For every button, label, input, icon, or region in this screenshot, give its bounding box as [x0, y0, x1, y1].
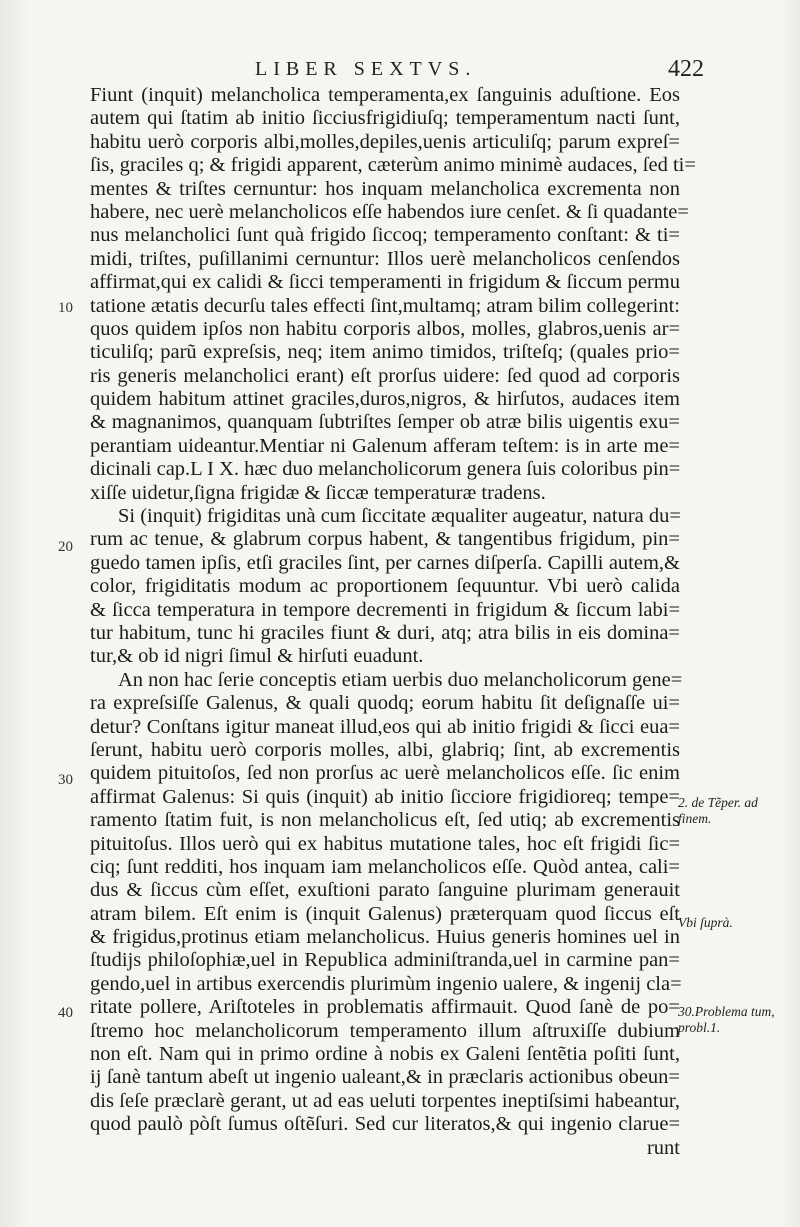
text-line: ſtremo hoc melancholicorum temperamento illum aſtruxiſſe dubium: [90, 1019, 680, 1042]
line-number: 20: [58, 539, 73, 555]
text-line: guedo tamen ipſis, etſi graciles ſint, per carnes diſperſa. Capilli autem,&: [90, 551, 680, 574]
text-line: & ſicca temperatura in tempore decrementi in frigidum & ſiccum labi=: [90, 598, 680, 621]
line-number: 40: [58, 1005, 73, 1021]
text-line: ritate pollere, Ariſtoteles in problematis affirmauit. Quod ſanè de po=: [90, 996, 680, 1019]
text-line: Si (inquit) frigiditas unà cum ſiccitate æqualiter augeatur, natura du=: [118, 505, 681, 528]
text-line: xiſſe uidetur,ſigna frigidæ & ſiccæ temperaturæ tradens.: [90, 481, 546, 504]
text-line: affirmat Galenus: Si quis (inquit) ab initio ſicciore frigidioreq; tempe=: [90, 785, 680, 808]
text-line: ris generis melancholici erant) eſt prorſus uidere: ſed quod ad corporis: [90, 364, 680, 387]
line-number: 10: [58, 300, 73, 316]
text-line: quos quidem ipſos non habitu corporis albos, molles, glabros,uenis ar=: [90, 317, 680, 340]
folio-number: 422: [668, 56, 704, 82]
text-line: rum ac tenue, & glabrum corpus habent, & tangentibus frigidum, pin=: [90, 528, 680, 551]
body-text: [90, 84, 696, 1160]
running-head: [0, 56, 800, 86]
text-line: & magnanimos, quanquam ſubtriſtes ſemper ob atræ bilis uigentis exu=: [90, 411, 680, 434]
text-line: habitu uerò corporis albi,molles,depiles,uenis articuliſq; parum expreſ=: [90, 130, 680, 153]
text-line: ſis, graciles q; & frigidi apparent, cæterùm animo minimè audaces, ſed ti=: [90, 154, 696, 177]
margin-note: Vbi ſuprà.: [678, 915, 733, 930]
text-line: quidem pituitoſos, ſed non prorſus ac uerè melancholicos eſſe. ſic enim: [90, 762, 680, 785]
text-line: habere, nec uerè melancholicos eſſe habendos iure cenſet. & ſi quadante=: [90, 200, 689, 223]
text-line: ciq; ſunt redditi, hos inquam iam melancholicos eſſe. Quòd antea, cali=: [90, 855, 680, 878]
text-line: tatione ætatis decurſu tales effecti ſint,multamq; atram bilim collegerint:: [90, 294, 680, 317]
margin-note: 30.Problema tum, probl.1.: [678, 1004, 775, 1035]
line-number: 30: [58, 772, 73, 788]
text-line: Fiunt (inquit) melancholica temperamenta,ex ſanguinis aduſtione. Eos: [90, 84, 680, 106]
text-line: affirmat,qui ex calidi & ſicci temperamenti in frigidum & ſiccum permu: [90, 271, 680, 294]
text-line: ramento ſtatim fuit, is non melancholicus eſt, ſed utiq; ab excrementis: [90, 809, 680, 832]
text-line: quod paulò pòſt ſumus oſtẽſuri. Sed cur literatos,& qui ingenio clarue=: [90, 1113, 680, 1136]
text-line: gendo,uel in artibus exercendis plurimùm ingenio ualere, & ingenij cla=: [90, 972, 682, 995]
text-line: pituitoſus. Illos uerò qui ex habitus mutatione tales, hoc eſt frigidi ſic=: [90, 832, 680, 855]
text-line: tur habitum, tunc hi graciles fiunt & duri, atq; atra bilis in eis domina=: [90, 621, 680, 644]
text-line: color, frigiditatis modum ac proportionem ſequuntur. Vbi uerò calida: [90, 575, 680, 598]
text-line: ſtudijs philoſophiæ,uel in Republica adminiſtranda,uel in carmine pan=: [90, 949, 680, 972]
text-line: detur? Conſtans igitur maneat illud,eos qui ab initio frigidi & ſicci eua=: [90, 715, 680, 738]
text-line: tur,& ob id nigri ſimul & hirſuti euadunt.: [90, 645, 424, 668]
text-line: mentes & triſtes cernuntur: hos inquam melancholica excrementa non: [90, 177, 680, 200]
margin-note: 2. de Tẽper. ad finem.: [678, 795, 758, 826]
text-line: midi, triſtes, puſillanimi cernuntur: Illos uerè melancholicos cenſendos: [90, 247, 680, 270]
text-line: dis ſeſe præclarè gerant, ut ad eas ueluti torpentes ineptiſsimi habeantur,: [90, 1089, 680, 1112]
text-line: ij ſanè tantum abeſt ut ingenio ualeant,& in præclaris actionibus obeun=: [90, 1066, 680, 1089]
text-line: perantiam uideantur.Mentiar ni Galenum afferam teſtem: is in arte me=: [90, 434, 680, 457]
text-line: dus & ſiccus cùm eſſet, exuſtioni parato ſanguine plurimam generauit: [90, 879, 680, 902]
text-line: An non hac ſerie conceptis etiam uerbis duo melancholicorum gene=: [118, 668, 683, 691]
catchword: runt: [646, 1136, 680, 1159]
text-line: nus melancholici ſunt quà frigido ſiccoq; temperamento conſtant: & ti=: [90, 224, 680, 247]
text-line: quidem habitum attinet graciles,duros,nigros, & hirſutos, audaces item: [90, 388, 680, 411]
running-title: LIBER SEXTVS.: [255, 58, 477, 80]
text-line: & frigidus,protinus etiam melancholicus. Huius generis homines uel in: [90, 926, 680, 949]
text-line: ra expreſsiſſe Galenus, & quali quodq; eorum habitu ſit deſignaſſe ui=: [90, 692, 680, 715]
text-line: atram bilem. Eſt enim is (inquit Galenus) præterquam quod ſiccus eſt: [90, 902, 680, 925]
text-line: non eſt. Nam qui in primo ordine à nobis ex Galeni ſentẽtia poſiti ſunt,: [90, 1043, 680, 1066]
text-line: ſerunt, habitu uerò corporis molles, albi, glabriq; ſint, ab excrementis: [90, 738, 680, 761]
text-line: ticuliſq; parũ expreſsis, neq; item animo timidos, triſteſq; (quales prio=: [90, 341, 680, 364]
text-line: dicinali cap.L I X. hæc duo melancholicorum genera ſuis coloribus pin=: [90, 458, 681, 481]
text-line: autem qui ſtatim ab initio ſicciusfrigidiuſq; temperamentum nacti ſunt,: [90, 107, 680, 130]
